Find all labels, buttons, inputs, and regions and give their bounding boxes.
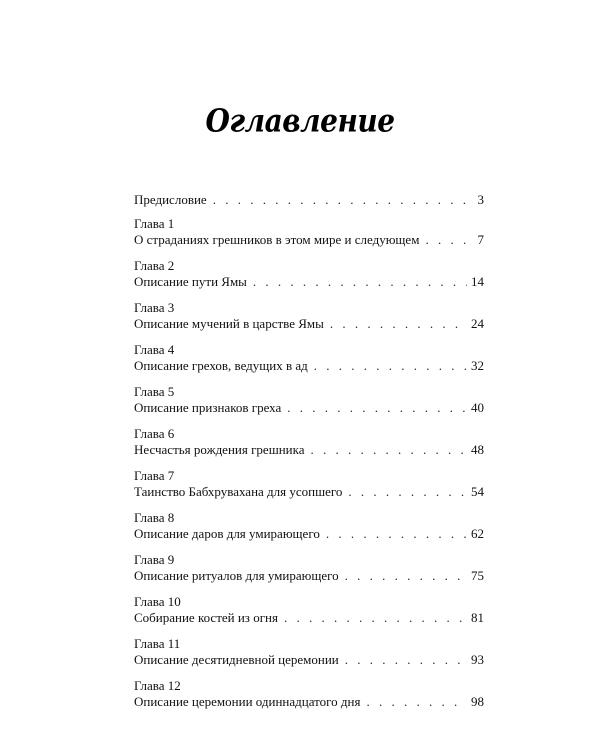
page-title: Оглавление [205,101,395,140]
chapter-label: Глава 12 [134,678,181,693]
toc-leader-dots [345,652,467,668]
toc-entry [134,258,484,290]
chapter-title: Описание пути Ямы [134,274,247,289]
toc-leader-dots [284,610,467,626]
chapter-label: Глава 8 [134,510,175,525]
toc-leader-dots [345,568,467,584]
toc-entry [134,426,484,458]
chapter-page: 98 [471,694,484,709]
toc-entry [134,594,484,626]
toc-leader-dots [287,400,467,416]
chapter-title: Описание десятидневной церемонии [134,652,339,667]
chapter-label: Глава 5 [134,384,175,399]
toc-entry [134,216,484,248]
chapter-page: 40 [471,400,484,415]
toc-preface [134,192,484,212]
chapter-label: Глава 10 [134,594,181,609]
toc-leader-dots [213,192,474,208]
chapter-label: Глава 7 [134,468,175,483]
chapter-title: Собирание костей из огня [134,610,278,625]
toc-entry [134,552,484,584]
chapter-label: Глава 11 [134,636,181,651]
toc-leader-dots [425,232,473,248]
toc-entry [134,384,484,416]
chapter-page: 48 [471,442,484,457]
chapter-label: Глава 9 [134,552,175,567]
chapter-page: 81 [471,610,484,625]
toc-entry [134,342,484,374]
chapter-label: Глава 6 [134,426,175,441]
toc-entry [134,510,484,542]
chapter-page: 14 [471,274,484,289]
toc-leader-dots [326,526,467,542]
chapter-title: Описание мучений в царстве Ямы [134,316,324,331]
chapter-title: Таинство Бабхрувахана для усопшего [134,484,343,499]
chapter-title: О страданиях грешников в этом мире и следующем [134,232,420,247]
chapter-title: Описание даров для умирающего [134,526,320,541]
toc-entry [134,636,484,668]
toc-leader-dots [311,442,467,458]
toc-leader-dots [314,358,467,374]
chapter-page: 54 [471,484,484,499]
toc-preface-label: Предисловие [134,192,207,207]
chapter-page: 7 [477,232,484,247]
chapter-label: Глава 4 [134,342,175,357]
toc-entry [134,468,484,500]
table-of-contents [134,192,484,710]
chapter-title: Описание ритуалов для умирающего [134,568,339,583]
chapter-title: Описание признаков греха [134,400,282,415]
chapter-page: 75 [471,568,484,583]
toc-leader-dots [330,316,467,332]
chapter-title: Описание грехов, ведущих в ад [134,358,308,373]
chapter-page: 24 [471,316,484,331]
toc-leader-dots [253,274,467,290]
chapter-page: 32 [471,358,484,373]
chapter-label: Глава 3 [134,300,175,315]
toc-preface-page: 3 [477,192,484,207]
chapter-title: Несчастья рождения грешника [134,442,305,457]
chapter-title: Описание церемонии одиннадцатого дня [134,694,361,709]
chapter-label: Глава 2 [134,258,175,273]
chapter-page: 93 [471,652,484,667]
toc-entry [134,300,484,332]
chapter-page: 62 [471,526,484,541]
chapter-label: Глава 1 [134,216,175,231]
toc-leader-dots [348,484,467,500]
toc-leader-dots [366,694,467,710]
toc-entry [134,678,484,710]
